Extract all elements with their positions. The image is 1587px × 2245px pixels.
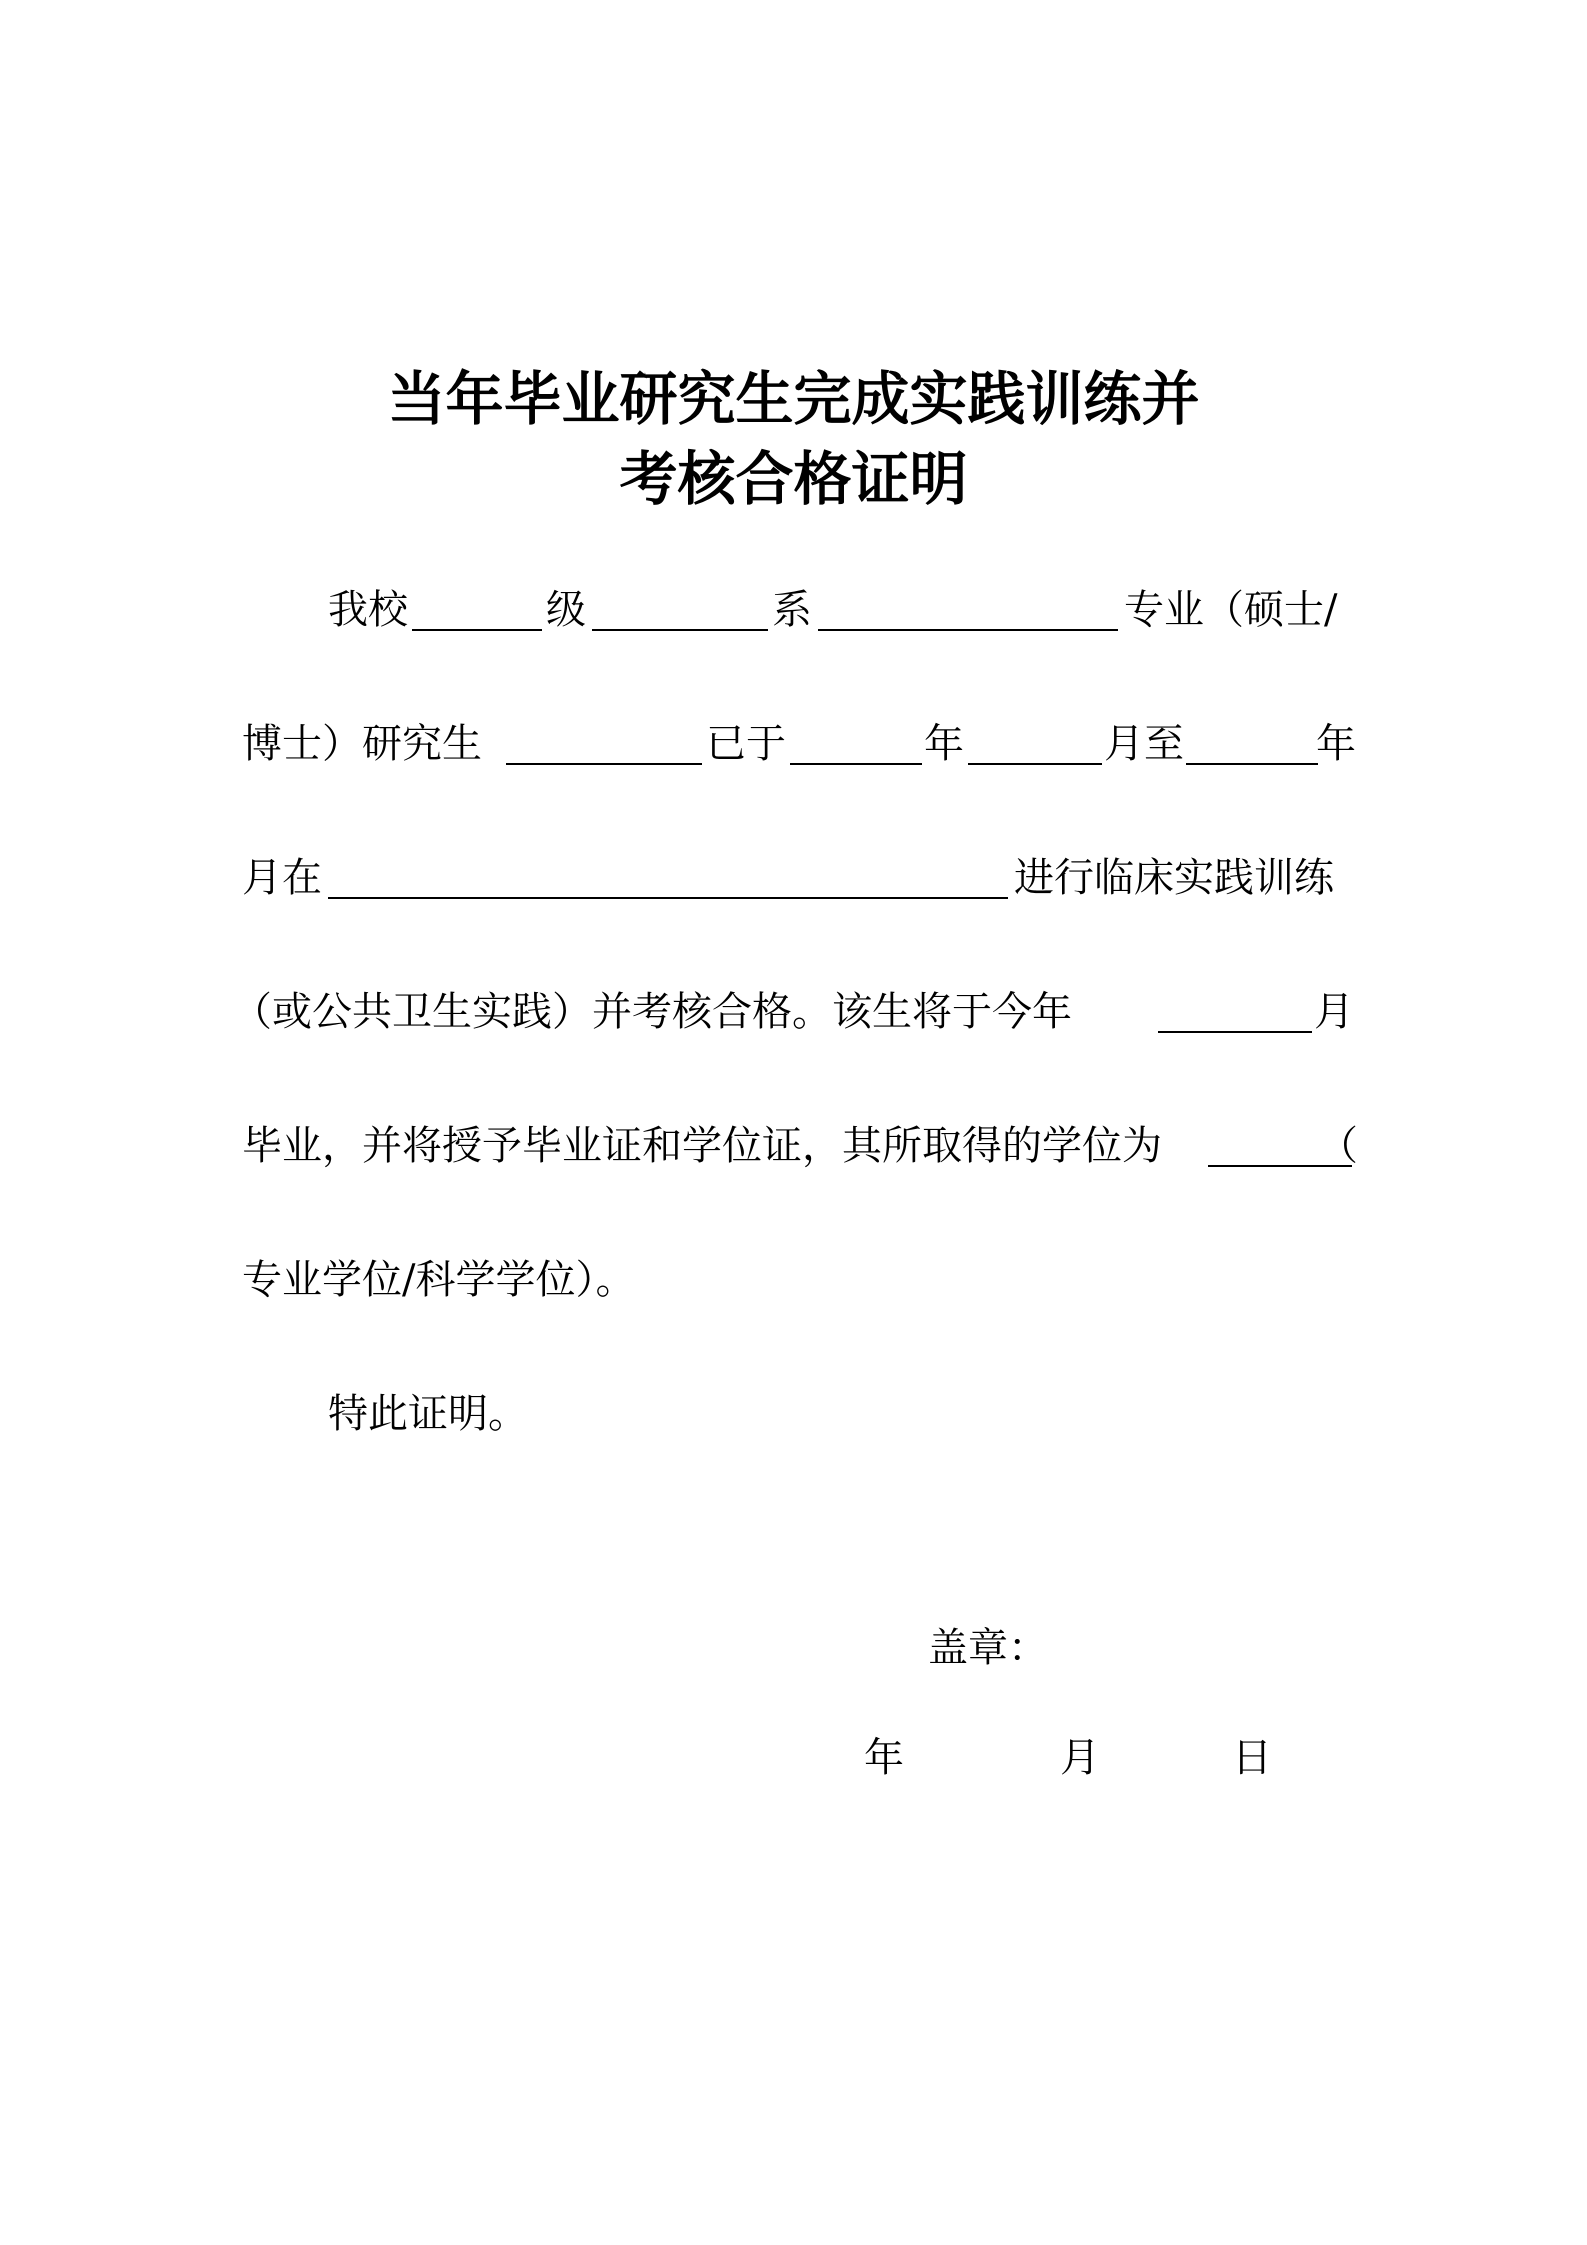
text-month-to: 月至 xyxy=(1104,721,1184,767)
text-graduate-student: 博士）研究生 xyxy=(242,721,482,767)
body-line-6 xyxy=(242,1252,1354,1308)
text-year: 年 xyxy=(924,721,964,767)
date-month-label: 月 xyxy=(1060,1735,1100,1781)
seal-label: 盖章： xyxy=(928,1625,1048,1671)
student-name-blank xyxy=(506,763,702,765)
major-blank xyxy=(818,629,1118,631)
text-major-degree: 专业（硕士/ xyxy=(1124,587,1338,633)
end-year-blank xyxy=(1186,763,1318,765)
text-year-2: 年 xyxy=(1316,721,1356,767)
text-graduation-degree: 毕业，并将授予毕业证和学位证，其所取得的学位为 xyxy=(242,1123,1162,1169)
grade-blank xyxy=(412,629,542,631)
body-line-3 xyxy=(242,850,1354,906)
document-title-line-1: 当年毕业研究生完成实践训练并 xyxy=(387,365,1200,433)
document-title-line-2: 考核合格证明 xyxy=(619,445,968,513)
text-public-health-passed: （或公共卫生实践）并考核合格。该生将于今年 xyxy=(232,989,1072,1035)
start-year-blank xyxy=(790,763,922,765)
text-our-school: 我校 xyxy=(328,587,408,633)
text-hereby-certified: 特此证明。 xyxy=(328,1391,528,1437)
text-month-at: 月在 xyxy=(242,855,322,901)
text-clinical-training: 进行临床实践训练 xyxy=(1014,855,1334,901)
text-degree-options: 专业学位/科学学位）。 xyxy=(242,1257,636,1303)
graduation-month-blank xyxy=(1158,1031,1312,1033)
closing-line xyxy=(242,1386,1354,1442)
text-department: 系 xyxy=(772,587,812,633)
body-line-4 xyxy=(232,984,1354,1040)
text-grade: 级 xyxy=(546,587,586,633)
body-line-1 xyxy=(242,582,1354,638)
start-month-blank xyxy=(968,763,1102,765)
date-day-label: 日 xyxy=(1232,1735,1272,1781)
body-line-5 xyxy=(242,1118,1358,1174)
text-open-paren: （ xyxy=(1318,1123,1358,1169)
text-month: 月 xyxy=(1314,989,1354,1035)
date-year-label: 年 xyxy=(864,1735,904,1781)
department-blank xyxy=(592,629,768,631)
body-line-2 xyxy=(242,716,1354,772)
training-location-blank xyxy=(328,897,1008,899)
text-already-at: 已于 xyxy=(706,721,786,767)
